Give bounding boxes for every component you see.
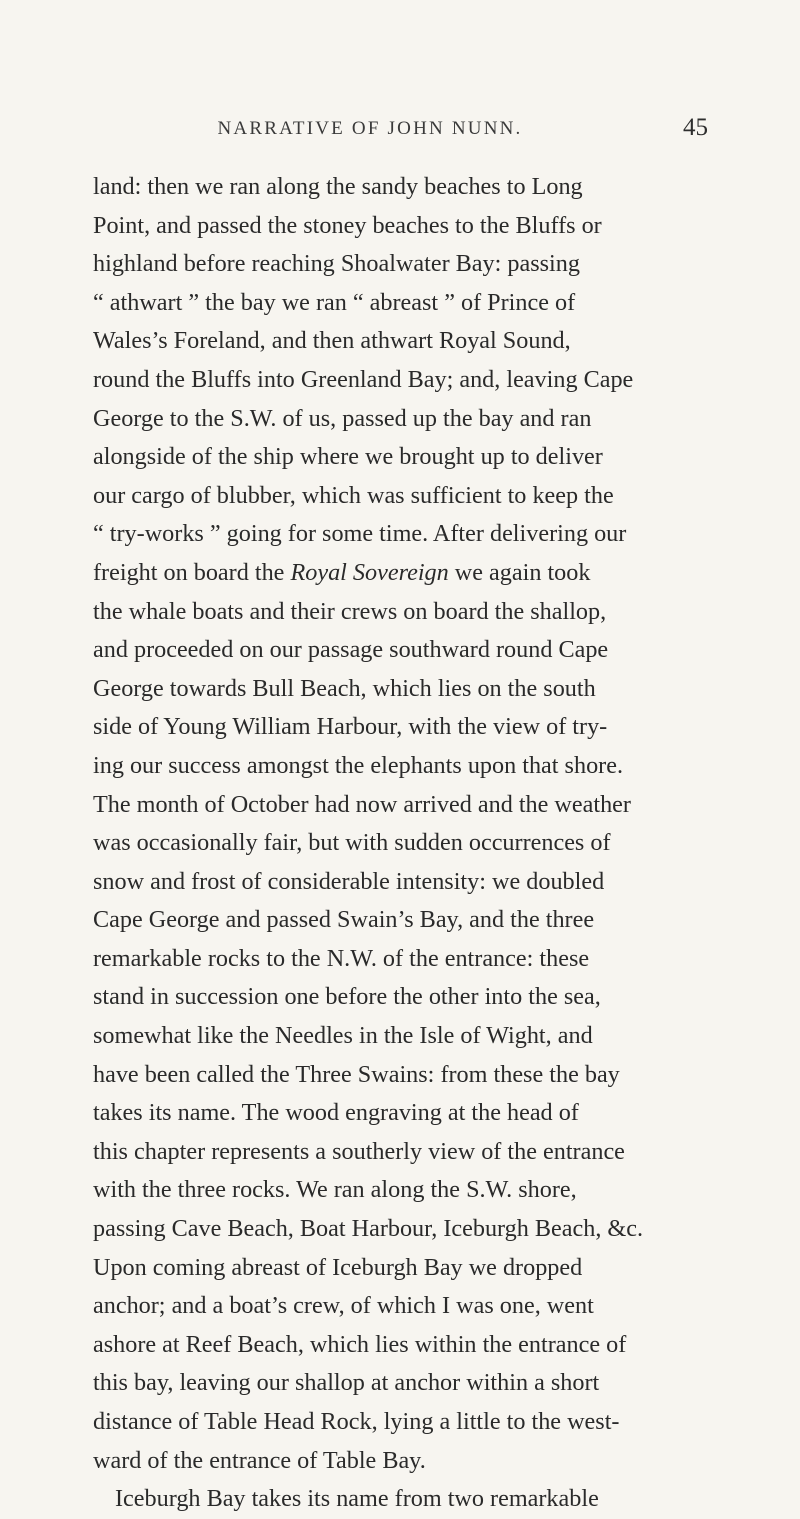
text-line [93, 863, 715, 902]
text-line [93, 554, 715, 593]
text-line [93, 901, 715, 940]
text-line [93, 1094, 715, 1133]
text-line [93, 670, 715, 709]
text-line-content: ing our success amongst the elephants upon that shore. [93, 751, 623, 779]
text-line [93, 631, 715, 670]
text-line [93, 1017, 715, 1056]
text-line [93, 1171, 715, 1210]
text-line [93, 1364, 715, 1403]
text-line-content: we again took [448, 558, 591, 586]
text-line [93, 168, 715, 207]
text-line-content: with the three rocks. We ran along the S.W. shore, [93, 1176, 577, 1204]
text-line [93, 1056, 715, 1095]
text-line [93, 1480, 715, 1519]
text-line-content: round the Bluffs into Greenland Bay; and, leaving Cape [93, 365, 634, 393]
text-line-content: Upon coming abreast of Iceburgh Bay we dropped [93, 1253, 583, 1281]
text-line-content: this bay, leaving our shallop at anchor within a short [93, 1369, 600, 1397]
body-text [93, 168, 715, 1519]
text-line-content: stand in succession one before the other into the sea, [93, 983, 601, 1011]
text-line [93, 284, 715, 323]
text-line [93, 400, 715, 439]
text-line [93, 1287, 715, 1326]
text-line-content: Wales’s Foreland, and then athwart Royal Sound, [93, 327, 571, 355]
text-line [93, 477, 715, 516]
text-line-content: was occasionally fair, but with sudden occurrences of [93, 829, 611, 857]
text-line [93, 515, 715, 554]
text-line-content: highland before reaching Shoalwater Bay: passing [93, 250, 580, 278]
text-line [93, 786, 715, 825]
text-line [93, 1210, 715, 1249]
text-line-content: Iceburgh Bay takes its name from two remarkable [115, 1485, 599, 1513]
text-line-content: distance of Table Head Rock, lying a little to the west- [93, 1408, 620, 1435]
running-head [0, 114, 800, 148]
text-line-content: Point, and passed the stoney beaches to the Bluffs or [93, 211, 602, 239]
text-line-content: “ try-works ” going for some time. After delivering our [93, 520, 627, 548]
text-line [93, 593, 715, 632]
text-line [93, 1133, 715, 1172]
text-line [93, 207, 715, 246]
text-line [93, 747, 715, 786]
text-line [93, 245, 715, 284]
text-line-content: ward of the entrance of Table Bay. [93, 1446, 426, 1474]
text-line-content: snow and frost of considerable intensity: we doubled [93, 867, 605, 895]
text-line [93, 1403, 715, 1442]
page-number: 45 [683, 114, 708, 141]
text-line-content: anchor; and a boat’s crew, of which I was one, went [93, 1292, 594, 1320]
text-line [93, 438, 715, 477]
text-line [93, 1249, 715, 1288]
text-line-content: the whale boats and their crews on board the shallop, [93, 597, 607, 625]
text-line-content: The month of October had now arrived and the weather [93, 790, 631, 818]
text-line-content: freight on board the [93, 558, 291, 586]
text-line-content: takes its name. The wood engraving at the head of [93, 1099, 579, 1127]
text-line-content: our cargo of blubber, which was sufficient to keep the [93, 481, 614, 509]
ship-name: Royal Sovereign [290, 558, 449, 586]
text-line [93, 824, 715, 863]
text-line [93, 1326, 715, 1365]
text-line-content: have been called the Three Swains: from these the bay [93, 1060, 620, 1088]
text-line-content: side of Young William Harbour, with the view of try- [93, 713, 608, 741]
text-line [93, 361, 715, 400]
text-line-content: this chapter represents a southerly view of the entrance [93, 1137, 625, 1165]
text-line-content: somewhat like the Needles in the Isle of Wight, and [93, 1022, 593, 1050]
text-line [93, 1442, 715, 1481]
text-line-content: remarkable rocks to the N.W. of the entrance: these [93, 944, 590, 972]
text-line-content: Cape George and passed Swain’s Bay, and the three [93, 906, 595, 934]
text-line [93, 708, 715, 747]
text-line-content: George towards Bull Beach, which lies on the south [93, 674, 596, 702]
text-line-content: land: then we ran along the sandy beaches to Long [93, 173, 583, 200]
text-line-content: George to the S.W. of us, passed up the bay and ran [93, 404, 592, 432]
text-line-content: and proceeded on our passage southward round Cape [93, 636, 609, 664]
text-line-content: ashore at Reef Beach, which lies within the entrance of [93, 1330, 627, 1358]
text-line-content: “ athwart ” the bay we ran “ abreast ” of Prince of [93, 288, 576, 316]
text-line [93, 940, 715, 979]
text-line-content: passing Cave Beach, Boat Harbour, Iceburgh Beach, &c. [93, 1215, 644, 1243]
text-line [93, 322, 715, 361]
text-line-content: alongside of the ship where we brought up to deliver [93, 443, 603, 471]
text-line [93, 978, 715, 1017]
running-title: NARRATIVE OF JOHN NUNN. [217, 118, 523, 139]
